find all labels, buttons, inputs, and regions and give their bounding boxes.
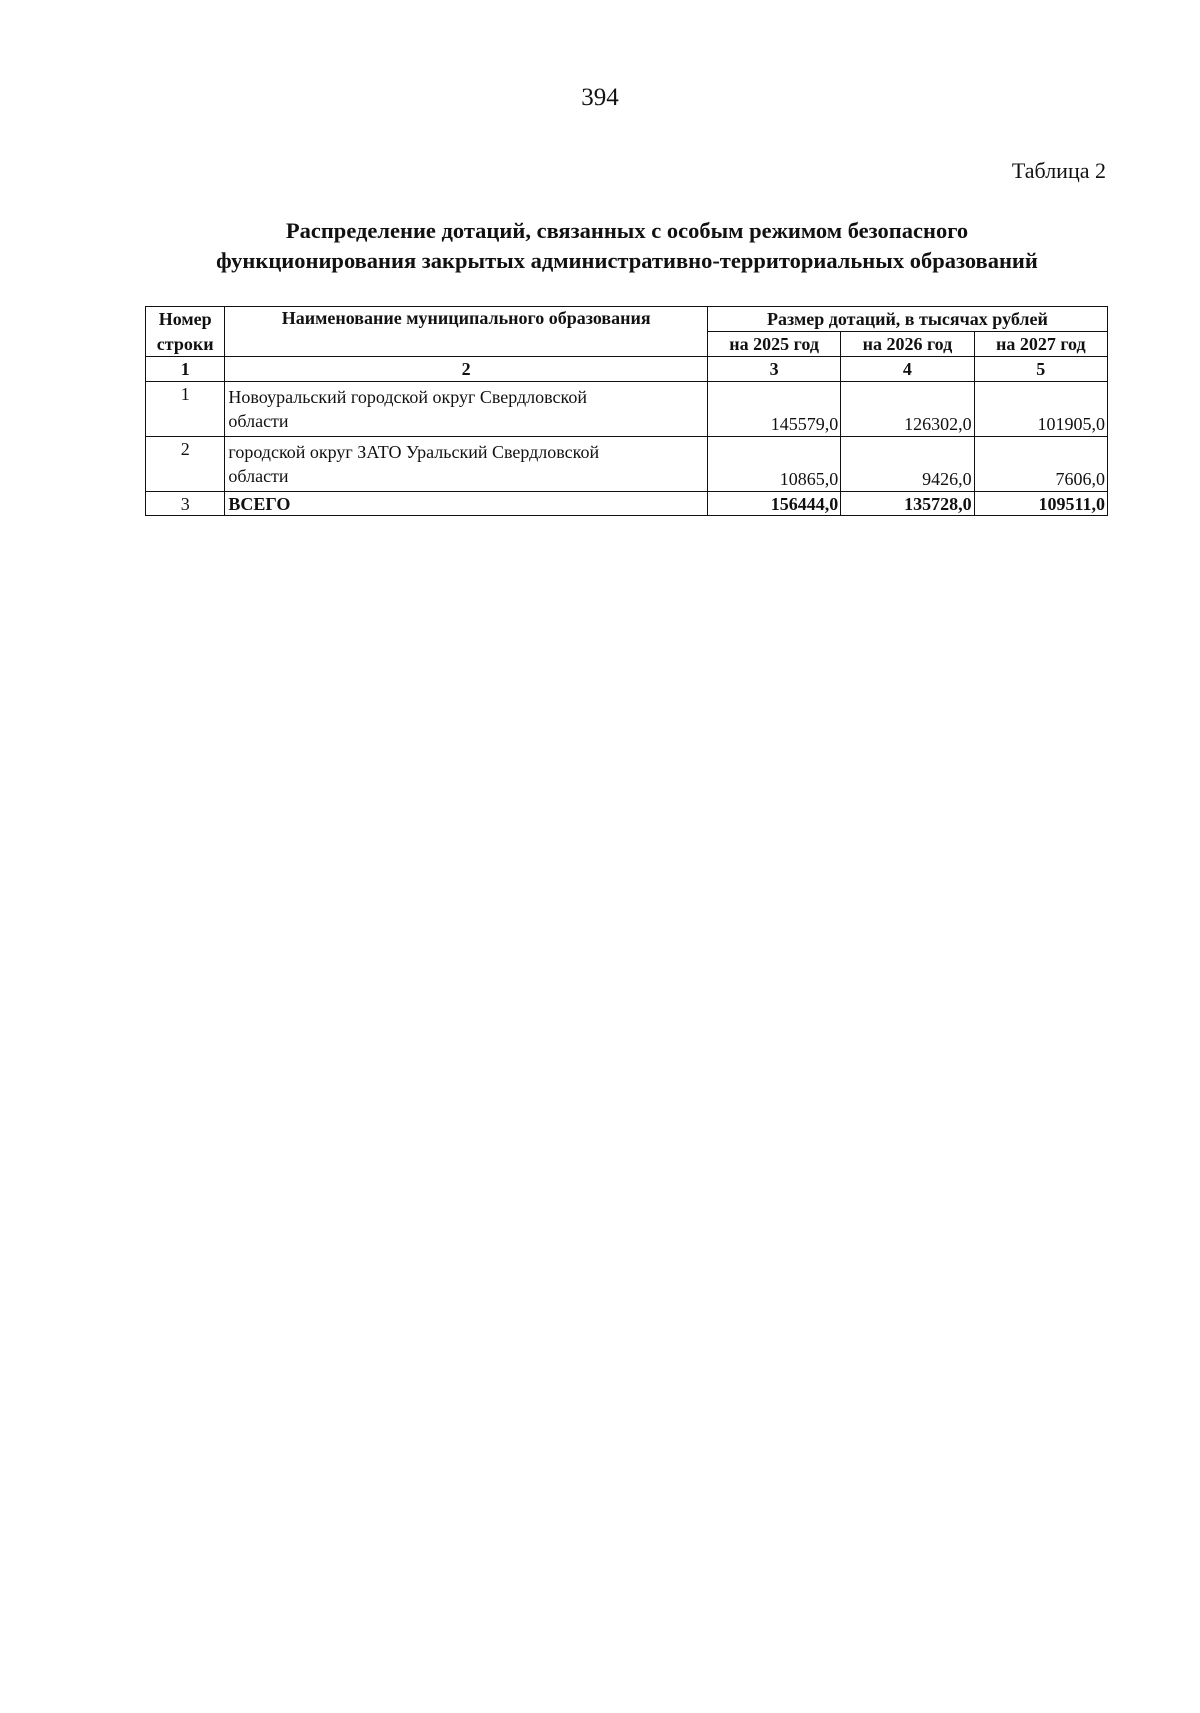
municipality-name xyxy=(225,437,708,492)
municipality-name-line-1: городской округ ЗАТО Уральский Свердловской xyxy=(228,442,600,462)
column-index-3: 3 xyxy=(707,357,840,382)
header-year-2027: на 2027 год xyxy=(974,332,1107,357)
column-index-1: 1 xyxy=(146,357,225,382)
document-title-line-1: Распределение дотаций, связанных с особым режимом безопасного xyxy=(285,218,969,243)
table-row xyxy=(146,437,1108,492)
value-2025: 145579,0 xyxy=(707,382,840,437)
total-row-number: 3 xyxy=(146,492,225,516)
value-2027: 101905,0 xyxy=(974,382,1107,437)
municipality-name-line-2: области xyxy=(228,411,289,431)
header-row-number-top: Номер xyxy=(146,307,225,332)
header-row-number-bottom: строки xyxy=(146,332,225,357)
table-label: Таблица 2 xyxy=(1011,158,1106,183)
header-year-2025: на 2025 год xyxy=(707,332,840,357)
header-amount-group: Размер дотаций, в тысячах рублей xyxy=(707,307,1107,332)
total-row xyxy=(146,492,1108,516)
total-value-2025: 156444,0 xyxy=(707,492,840,516)
column-index-2: 2 xyxy=(225,357,708,382)
row-number: 2 xyxy=(146,437,225,492)
header-year-2026: на 2026 год xyxy=(841,332,974,357)
document-title xyxy=(146,216,1108,276)
municipality-name-line-2: области xyxy=(228,466,289,486)
table-row xyxy=(146,382,1108,437)
value-2026: 126302,0 xyxy=(841,382,974,437)
header-municipality-name: Наименование муниципального образования xyxy=(225,307,708,357)
column-index-5: 5 xyxy=(974,357,1107,382)
value-2025: 10865,0 xyxy=(707,437,840,492)
total-value-2026: 135728,0 xyxy=(841,492,974,516)
total-value-2027: 109511,0 xyxy=(974,492,1107,516)
total-label: ВСЕГО xyxy=(225,492,708,516)
row-number: 1 xyxy=(146,382,225,437)
column-index-row xyxy=(146,357,1108,382)
column-index-4: 4 xyxy=(841,357,974,382)
value-2027: 7606,0 xyxy=(974,437,1107,492)
value-2026: 9426,0 xyxy=(841,437,974,492)
page-number: 394 xyxy=(581,84,619,111)
header-row-1 xyxy=(146,307,1108,332)
municipality-name-line-1: Новоуральский городской округ Свердловской xyxy=(228,387,587,407)
grants-table xyxy=(145,306,1108,516)
document-title-line-2: функционирования закрытых административно-территориальных образований xyxy=(216,248,1038,273)
municipality-name xyxy=(225,382,708,437)
